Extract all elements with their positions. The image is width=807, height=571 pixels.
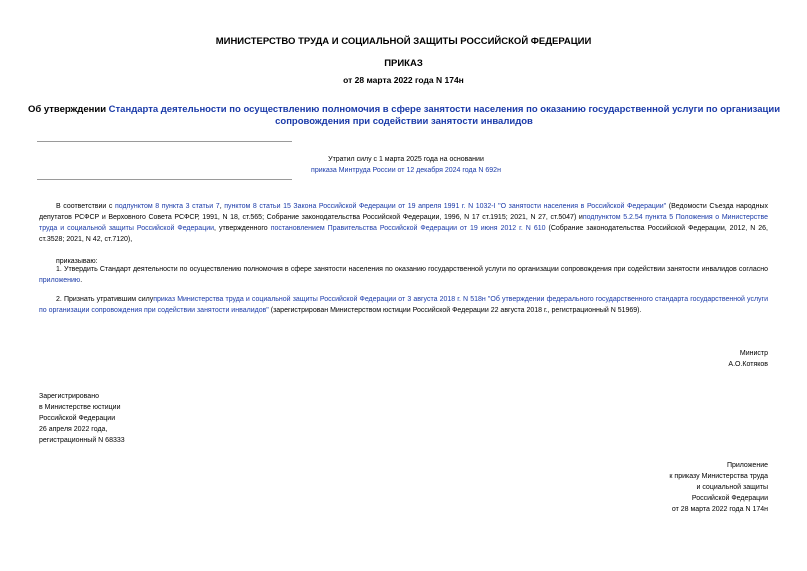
document-date-number: от 28 марта 2022 года N 174н <box>343 75 464 85</box>
registration-line-4: 26 апреля 2022 года, <box>39 426 108 433</box>
appendix-block <box>669 460 768 515</box>
preamble-text-2: , <box>219 203 225 210</box>
document-title <box>24 104 784 128</box>
preamble-paragraph <box>39 201 768 245</box>
status-divider-top <box>37 141 292 142</box>
registration-line-5: регистрационный N 68333 <box>39 437 125 444</box>
law-subparagraph-link[interactable]: подпунктом 8 пункта 3 статьи 7 <box>114 203 220 210</box>
title-prefix: Об утверждении <box>27 104 109 115</box>
ministry-regulation-link[interactable]: подпунктом 5.2.54 пункта 5 Положения о Министерстве труда и социальной защиты Российской Федерации <box>39 214 768 232</box>
employment-law-link[interactable]: пунктом 8 статьи 15 Закона Российской Федерации от 19 апреля 1991 г. N 1032-I "О занятости населения в Российской Федерации" <box>224 203 667 210</box>
registration-line-2: в Министерстве юстиции <box>39 404 121 411</box>
preamble-text-4: , утвержденного <box>214 225 271 232</box>
repealed-order-link[interactable]: приказ Министерства труда и социальной защиты Российской Федерации от 3 августа 2018 г. N 518н "Об утверждении федерального государственного стандарта государственной услуги по организации сопровождения при содействии занятости инвалидов" <box>39 296 769 314</box>
appendix-line-3: и социальной защиты <box>696 484 768 491</box>
item-2-paragraph <box>39 294 768 316</box>
item-1-paragraph <box>39 264 768 286</box>
item-1-text: 1. Утвердить Стандарт деятельности по осуществлению полномочия в сфере занятости населения по оказанию государственной услуги по организации сопровождения при содействии занятости инвалидов согласно <box>56 266 768 273</box>
item-2-text: 2. Признать утратившим силу <box>56 296 154 303</box>
registration-line-3: Российской Федерации <box>39 415 116 422</box>
ministry-heading: МИНИСТЕРСТВО ТРУДА И СОЦИАЛЬНОЙ ЗАЩИТЫ РОССИЙСКОЙ ФЕДЕРАЦИИ <box>215 36 592 47</box>
preamble-text-5: (Собрание законодательства Российской Федерации, 2012, N 26, ст.3528; 2021, N 42, ст.7120), <box>39 225 768 243</box>
appendix-line-4: Российской Федерации <box>691 495 768 502</box>
document-type: ПРИКАЗ <box>384 58 423 69</box>
title-standard-link[interactable]: Стандарта деятельности по осуществлению полномочия в сфере занятости населения по оказанию государственной услуги по организации сопровождения при содействии занятости инвалидов <box>108 104 781 127</box>
appendix-line-2: к приказу Министерства труда <box>669 473 768 480</box>
item-2-end: (зарегистрирован Министерством юстиции Российской Федерации 22 августа 2018 г., регистрационный N 51969). <box>268 307 642 314</box>
signature-name: А.О.Котяков <box>728 361 768 368</box>
appendix-line-5: от 28 марта 2022 года N 174н <box>671 506 768 513</box>
appendix-link[interactable]: приложению <box>39 277 81 284</box>
repeal-order-link[interactable]: приказа Минтруда России от 12 декабря 2024 года N 692н <box>311 167 501 174</box>
preamble-text-1: В соответствии с <box>56 203 115 210</box>
signature-title: Министр <box>739 350 768 357</box>
signature-block <box>728 348 768 370</box>
orders-word: приказываю: <box>56 258 98 265</box>
item-1-end: . <box>80 277 83 284</box>
preamble-text-3: (Ведомости Съезда народных депутатов РСФСР и Верховного Совета РСФСР, 1991, N 18, ст.565; Собрание законодательства Российской Федерации, 1996, N 17 ст.1915; 2021, N 27, ст.5047) и <box>39 203 768 221</box>
registration-line-1: Зарегистрировано <box>39 393 99 400</box>
status-note-text: Утратил силу с 1 марта 2025 года на основании <box>328 156 484 163</box>
appendix-line-1: Приложение <box>726 462 768 469</box>
government-decree-link[interactable]: постановлением Правительства Российской Федерации от 19 июня 2012 г. N 610 <box>270 225 546 232</box>
status-divider-bottom <box>37 179 292 180</box>
status-note <box>296 154 516 176</box>
registration-block <box>39 391 125 446</box>
